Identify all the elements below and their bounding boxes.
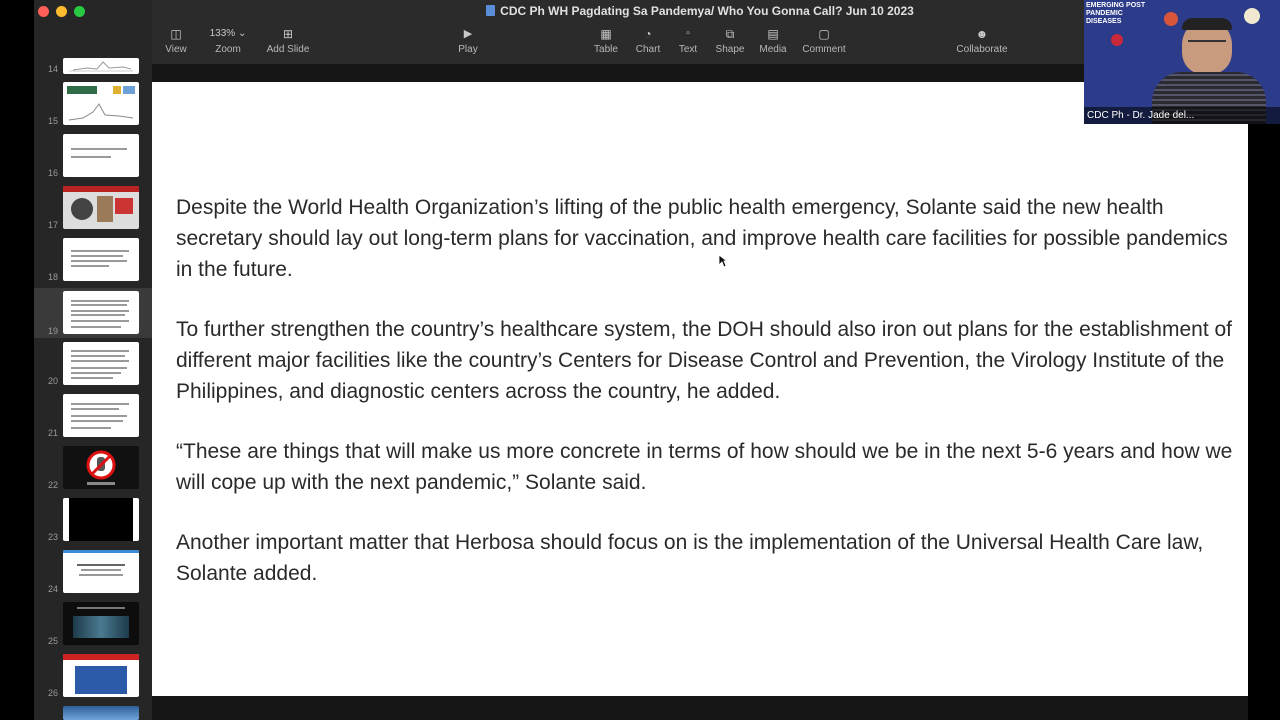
- slide-thumbnail-row[interactable]: [34, 654, 152, 700]
- slide-thumbnail[interactable]: [63, 58, 139, 74]
- ghostbusters-logo-thumbnail: [63, 446, 139, 489]
- logo-icon: [1244, 8, 1260, 24]
- slide-number: 25: [47, 636, 58, 646]
- slide-number: 21: [47, 428, 58, 438]
- window-title: CDC Ph WH Pagdating Sa Pandemya/ Who You Gonna Call? Jun 10 2023: [152, 4, 1248, 18]
- chart-icon: ◔: [644, 27, 652, 41]
- video-tile[interactable]: [1084, 0, 1280, 124]
- slide-number: 19: [47, 326, 58, 336]
- zoom-menu[interactable]: 133% ⌄ Zoom: [202, 26, 254, 55]
- slide-thumbnail[interactable]: [63, 498, 139, 541]
- slide-number: 14: [47, 64, 58, 74]
- slide-paragraph-1[interactable]: Despite the World Health Organization’s lifting of the public health emergency, Solante said the new health secretary should lay out long-term plans for vaccination, and improve health care facilities for possible pandemics in the future.: [176, 196, 1228, 281]
- slide-thumbnail-row[interactable]: [34, 238, 152, 284]
- poster-text: EMERGING POST PANDEMIC DISEASES: [1086, 2, 1146, 25]
- slide-thumbnail[interactable]: [63, 706, 139, 720]
- view-button[interactable]: ◫ View: [156, 26, 196, 55]
- slide-thumbnail-row[interactable]: [34, 706, 152, 720]
- slide-number: 26: [47, 688, 58, 698]
- slide-number: 20: [47, 376, 58, 386]
- participant-hair: [1182, 18, 1232, 30]
- slide-thumbnail[interactable]: [63, 342, 139, 385]
- slide-thumbnail-row[interactable]: [34, 82, 152, 128]
- comment-button[interactable]: ▢ Comment: [798, 26, 850, 55]
- slide-thumbnail-row[interactable]: [34, 446, 152, 492]
- participant-name: CDC Ph - Dr. Jade del...: [1084, 107, 1280, 124]
- slide-thumbnail[interactable]: [63, 394, 139, 437]
- add-slide-button[interactable]: ⊞ Add Slide: [258, 26, 318, 55]
- slide-thumbnail[interactable]: [63, 291, 139, 334]
- slide-thumbnail[interactable]: [63, 186, 139, 229]
- slide-paragraph-2[interactable]: To further strengthen the country’s healthcare system, the DOH should also iron out plans for the establishment of different major facilities like the country’s Centers for Disease Control and Prevention, the Virology Institute of the Philippines, and diagnostic centers across the country, he added.: [176, 318, 1233, 403]
- slide-thumbnail[interactable]: [63, 238, 139, 281]
- slide-number: 24: [47, 584, 58, 594]
- slide-navigator[interactable]: [34, 0, 153, 720]
- slide-number: 16: [47, 168, 58, 178]
- slide-thumbnail-row[interactable]: [34, 550, 152, 596]
- slide-number: 23: [47, 532, 58, 542]
- virus-icon: [1164, 12, 1178, 26]
- document-icon: [486, 5, 495, 16]
- keynote-window: [34, 0, 1248, 720]
- slide-thumbnail-row[interactable]: [34, 602, 152, 648]
- slide-thumbnail-row-selected[interactable]: [34, 288, 152, 338]
- collaborate-button[interactable]: ☻ Collaborate: [952, 26, 1012, 55]
- mouse-cursor-icon: [718, 254, 728, 268]
- slide-thumbnail[interactable]: [63, 602, 139, 645]
- table-icon: ▦: [600, 27, 612, 41]
- slide-thumbnail[interactable]: [63, 82, 139, 125]
- slide-thumbnail[interactable]: [63, 134, 139, 177]
- slide-number: 18: [47, 272, 58, 282]
- slide-paragraph-4[interactable]: Another important matter that Herbosa should focus on is the implementation of the Universal Health Care law, Solante added.: [176, 531, 1204, 585]
- slide-canvas: [152, 64, 1248, 720]
- slide-number: 22: [47, 480, 58, 490]
- media-icon: ▤: [767, 27, 779, 41]
- slide[interactable]: [152, 82, 1248, 696]
- media-button[interactable]: ▤ Media: [754, 26, 792, 55]
- slide-thumbnail-row[interactable]: [34, 498, 152, 544]
- shape-button[interactable]: ⧉ Shape: [710, 26, 750, 55]
- slide-thumbnail-row[interactable]: [34, 342, 152, 388]
- slide-number: 17: [47, 220, 58, 230]
- chart-thumbnail-graphic: [63, 82, 139, 125]
- slide-thumbnail-row[interactable]: [34, 134, 152, 180]
- slide-thumbnail[interactable]: [63, 446, 139, 489]
- add-slide-icon: ⊞: [282, 27, 294, 41]
- text-button[interactable]: ▫ Text: [670, 26, 706, 55]
- slide-thumbnail[interactable]: [63, 550, 139, 593]
- zoom-value: 133% ⌄: [209, 28, 247, 39]
- shape-icon: ⧉: [725, 27, 735, 41]
- slide-thumbnail-row[interactable]: [34, 186, 152, 232]
- play-icon: ▶: [463, 28, 473, 40]
- participant-glasses: [1188, 40, 1226, 48]
- slide-number: 15: [47, 116, 58, 126]
- slide-thumbnail-row[interactable]: [34, 0, 152, 75]
- chart-button[interactable]: ◔ Chart: [628, 26, 668, 55]
- comment-icon: ▢: [818, 27, 830, 41]
- slide-thumbnail[interactable]: [63, 654, 139, 697]
- table-button[interactable]: ▦ Table: [586, 26, 626, 55]
- virus-icon: [1111, 34, 1123, 46]
- chart-thumbnail-graphic: [63, 58, 139, 74]
- slide-thumbnail-row[interactable]: [34, 394, 152, 440]
- play-button[interactable]: ▶ Play: [448, 26, 488, 55]
- collaborate-icon: ☻: [975, 27, 989, 41]
- text-icon: ▫: [686, 28, 690, 39]
- chevron-down-icon: ⌄: [237, 28, 247, 39]
- sidebar-icon: ◫: [170, 27, 182, 41]
- slide-paragraph-3[interactable]: “These are things that will make us more concrete in terms of how should we be in the next 5-6 years and how we will cope up with the next pandemic,” Solante said.: [176, 440, 1233, 494]
